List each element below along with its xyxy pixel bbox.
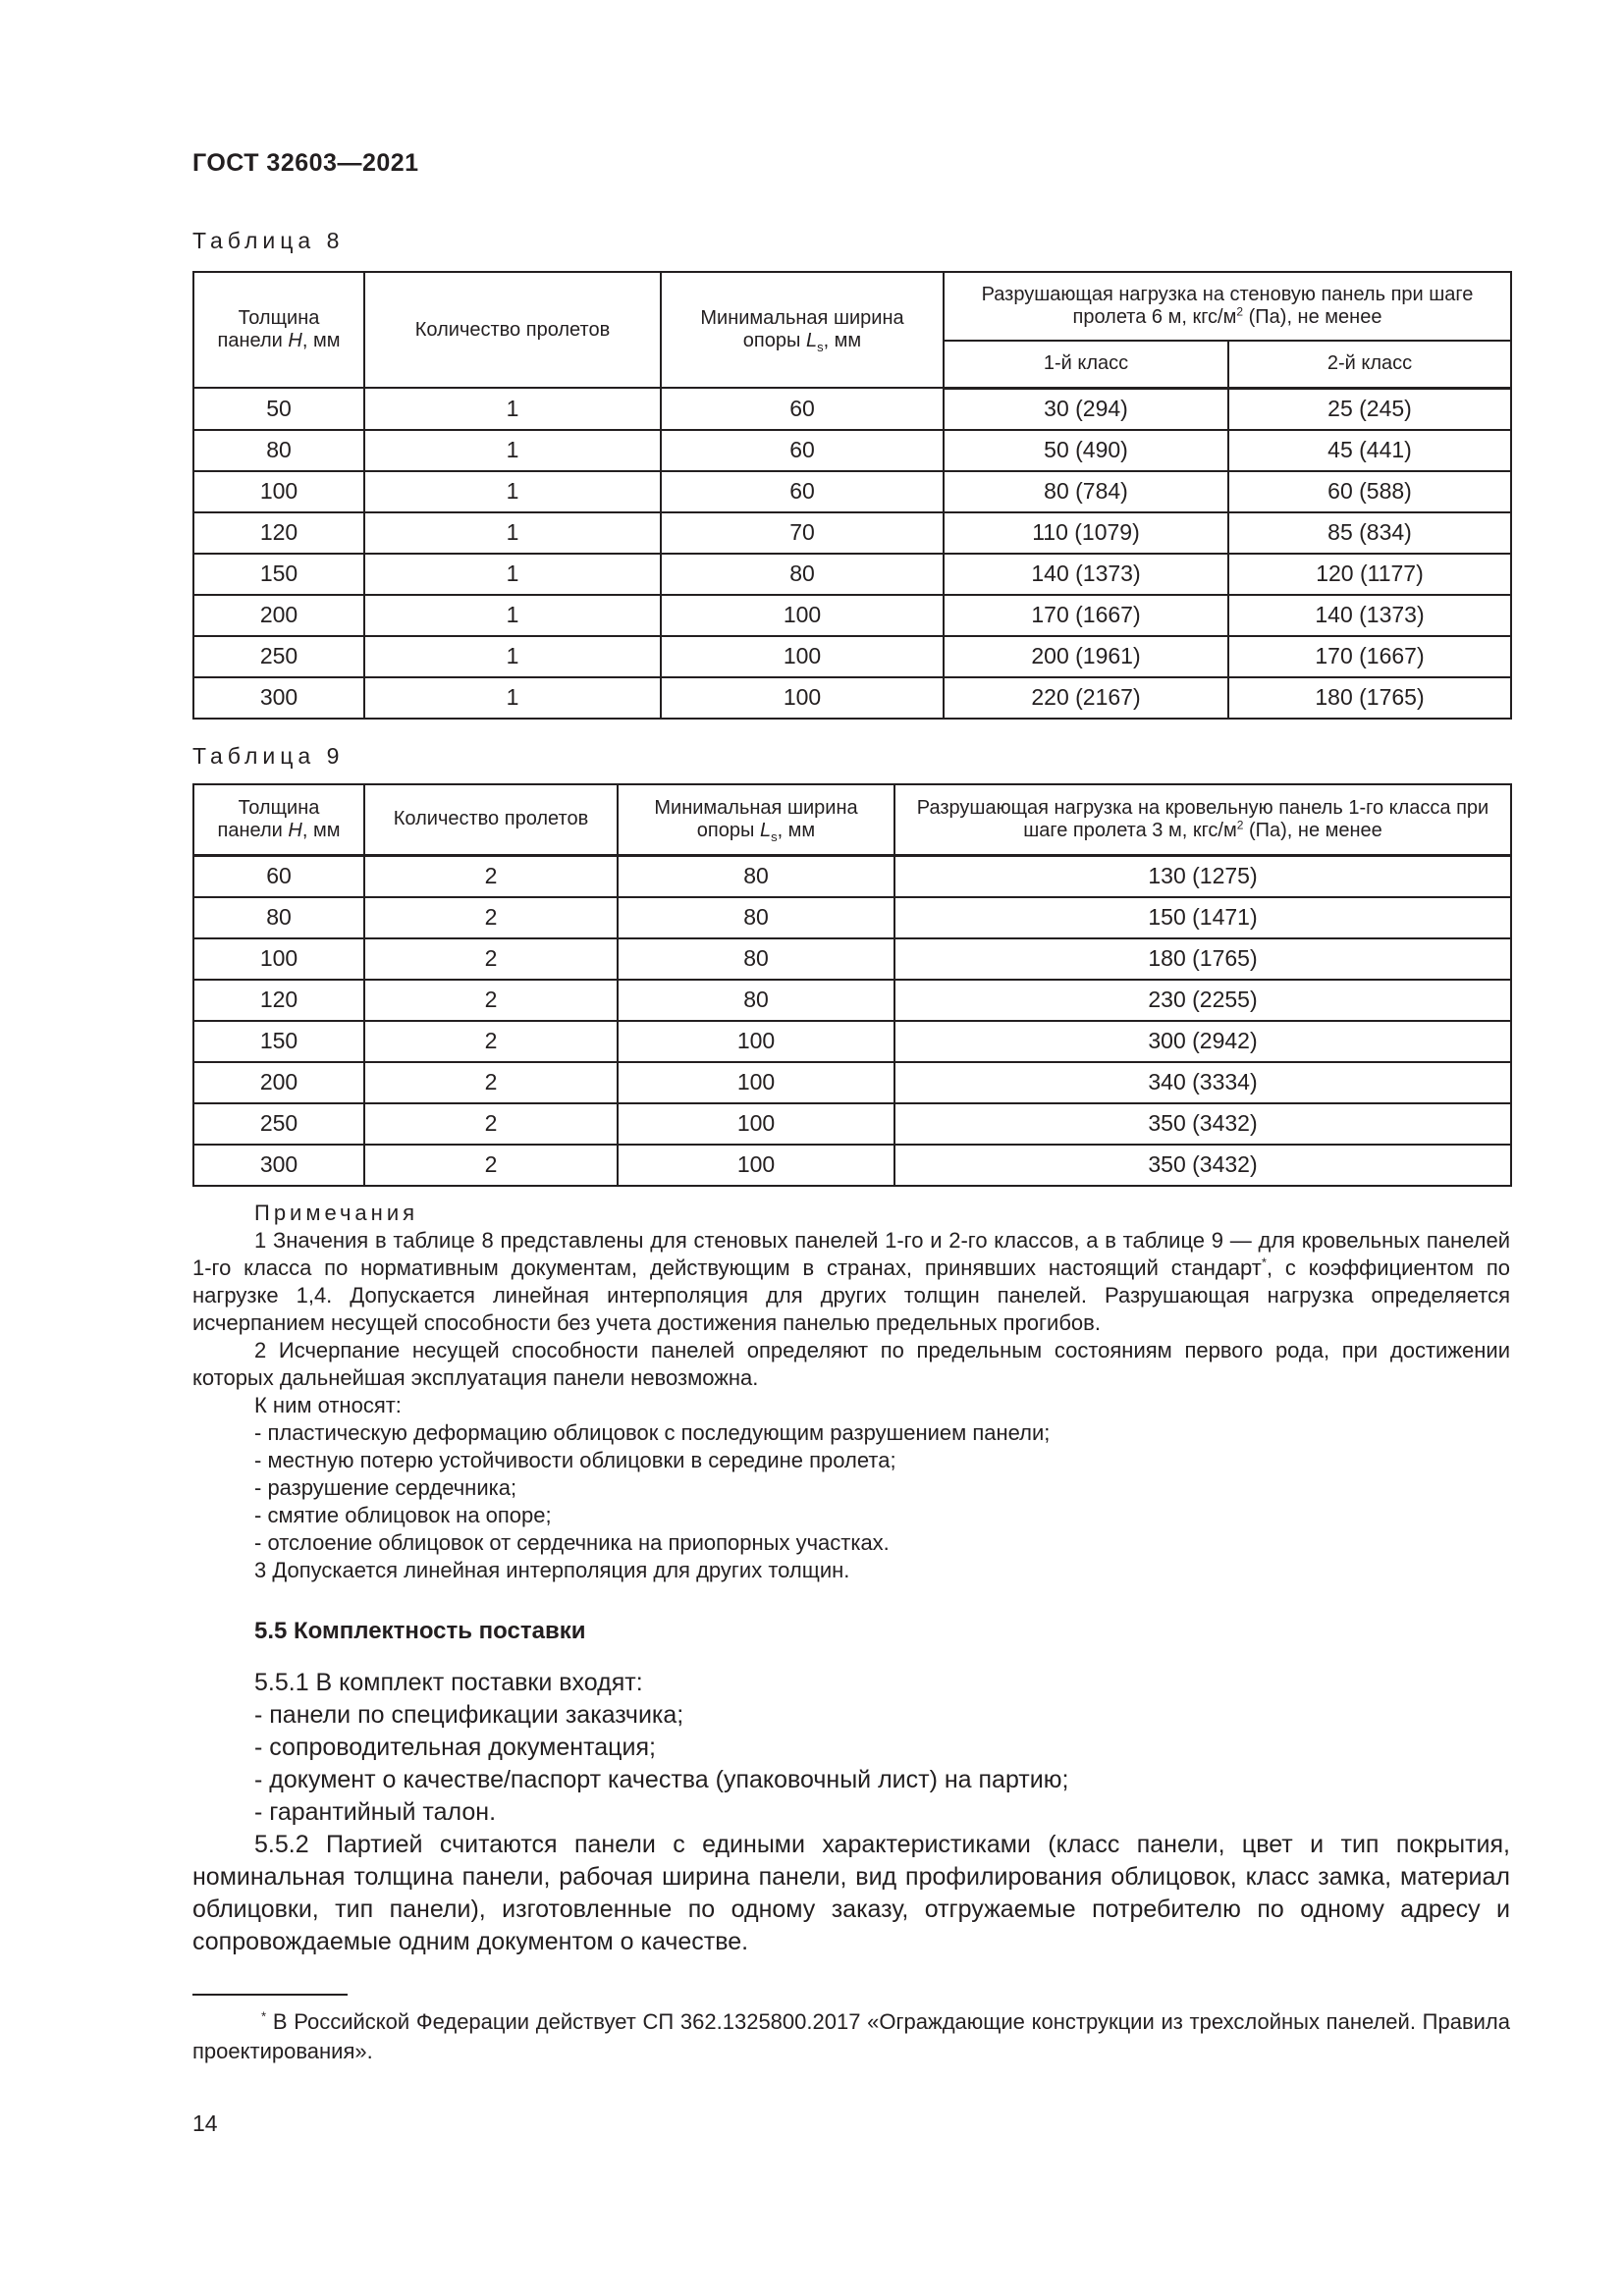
table-cell: 1 [364,636,661,677]
table-cell: 80 [661,554,944,595]
section-heading: 5.5 Комплектность поставки [254,1618,586,1644]
note-3: 3 Допускается линейная интерполяция для других толщин. [254,1558,850,1582]
table-cell: 2 [364,897,618,938]
table-9-caption: Таблица 9 [192,743,345,769]
table-row [193,1021,1511,1062]
table-cell: 250 [193,1103,364,1145]
table-row [193,980,1511,1021]
list-item: - разрушение сердечника; [254,1475,517,1500]
table-cell: 80 [193,897,364,938]
standard-header: ГОСТ 32603—2021 [192,149,419,177]
t8-header-spans: Количество пролетов [364,272,661,388]
table-cell: 100 [618,1145,894,1186]
table-cell: 100 [618,1021,894,1062]
table-row [193,430,1511,471]
table-cell: 120 [193,980,364,1021]
table-cell: 60 [661,471,944,512]
table-cell: 60 [193,855,364,897]
table-cell: 1 [364,430,661,471]
table-cell: 45 (441) [1228,430,1511,471]
table-row [193,636,1511,677]
table-cell: 250 [193,636,364,677]
note-2-intro: К ним относят: [254,1393,402,1417]
t8-header-thickness: Толщина панели H, мм [193,272,364,388]
table-cell: 100 [618,1062,894,1103]
table-row [193,512,1511,554]
list-item: - гарантийный талон. [254,1798,497,1826]
table-cell: 110 (1079) [944,512,1228,554]
table-cell: 1 [364,388,661,430]
table-cell: 1 [364,595,661,636]
table-cell: 85 (834) [1228,512,1511,554]
page-number: 14 [192,2110,218,2136]
t8-header-class2: 2-й класс [1228,341,1511,388]
t9-header-spans: Количество пролетов [364,784,618,855]
table-cell: 350 (3432) [894,1145,1511,1186]
table-8-caption: Таблица 8 [192,228,345,253]
table-cell: 120 (1177) [1228,554,1511,595]
table-cell: 100 [661,595,944,636]
table-cell: 2 [364,1021,618,1062]
table-cell: 50 [193,388,364,430]
notes-block [192,1200,1510,1584]
table-cell: 300 [193,677,364,719]
table-cell: 2 [364,855,618,897]
table-cell: 70 [661,512,944,554]
table-cell: 30 (294) [944,388,1228,430]
list-item: - сопроводительная документация; [254,1734,656,1761]
table-cell: 150 (1471) [894,897,1511,938]
table-cell: 300 (2942) [894,1021,1511,1062]
table-cell: 80 [618,938,894,980]
table-row [193,554,1511,595]
table-cell: 100 [193,938,364,980]
footnote-mark: * [261,2008,267,2024]
table-cell: 80 (784) [944,471,1228,512]
table-cell: 2 [364,1103,618,1145]
table-cell: 130 (1275) [894,855,1511,897]
table-cell: 2 [364,980,618,1021]
table-row [193,1103,1511,1145]
table-cell: 230 (2255) [894,980,1511,1021]
paragraph-5-5-2: 5.5.2 Партией считаются панели с едиными характеристиками (класс панели, цвет и тип покрытия, номинальная толщина панели, рабочая ширина панели, вид профилирования облицовок, класс замка, материал облицовки, тип панели), изготовленные по одному заказу, отгружаемые потребителю по одному адресу и сопровождаемые одним документом о качестве. [192,1831,1510,1955]
table-cell: 220 (2167) [944,677,1228,719]
table-cell: 200 [193,1062,364,1103]
table-row [193,595,1511,636]
note-2: 2 Исчерпание несущей способности панелей определяют по предельным состояниям первого рода, при достижении которых дальнейшая эксплуатация панели невозможна. [192,1338,1510,1390]
table-cell: 180 (1765) [1228,677,1511,719]
table-row [193,388,1511,430]
list-item: - пластическую деформацию облицовок с последующим разрушением панели; [254,1420,1051,1445]
table-cell: 1 [364,677,661,719]
list-item: - отслоение облицовок от сердечника на приопорных участках. [254,1530,890,1555]
list-item: - местную потерю устойчивости облицовки в середине пролета; [254,1448,896,1472]
table-cell: 60 [661,388,944,430]
table-cell: 350 (3432) [894,1103,1511,1145]
t9-header-thickness: Толщина панели H, мм [193,784,364,855]
table-cell: 80 [618,855,894,897]
t8-header-min-width: Минимальная ширина опоры $L_s$, мм [661,272,944,388]
note-1: 1 Значения в таблице 8 представлены для стеновых панелей 1-го и 2-го классов, а в таблице 9 — для кровельных панелей 1-го класса по нормативным документам, действующим в странах, принявших настоящий стандарт*, с коэффициентом по нагрузке 1,4. Допускается линейная интерполяция для других толщин панелей. Разрушающая нагрузка определяется исчерпанием несущей способности без учета достижения панелью предельных прогибов. [192,1228,1510,1335]
notes-title: Примечания [254,1201,419,1225]
table-cell: 140 (1373) [944,554,1228,595]
list-item: - панели по спецификации заказчика; [254,1701,684,1729]
table-cell: 2 [364,938,618,980]
table-cell: 100 [661,636,944,677]
table-cell: 300 [193,1145,364,1186]
table-cell: 100 [193,471,364,512]
table-cell: 80 [618,897,894,938]
table-cell: 170 (1667) [944,595,1228,636]
table-cell: 60 [661,430,944,471]
table-row [193,855,1511,897]
table-row [193,938,1511,980]
table-row [193,677,1511,719]
table-cell: 340 (3334) [894,1062,1511,1103]
table-cell: 1 [364,471,661,512]
t9-header-load: Разрушающая нагрузка на кровельную панель 1-го класса при шаге пролета 3 м, кгс/$м^2$ (Па), не менее [894,784,1511,855]
table-cell: 180 (1765) [894,938,1511,980]
footnote-divider [192,1994,348,1996]
table-cell: 170 (1667) [1228,636,1511,677]
table-row [193,897,1511,938]
table-cell: 120 [193,512,364,554]
table-row [193,1145,1511,1186]
table-8 [192,271,1512,720]
table-cell: 60 (588) [1228,471,1511,512]
table-cell: 200 [193,595,364,636]
table-cell: 80 [193,430,364,471]
table-row [193,471,1511,512]
table-cell: 100 [661,677,944,719]
table-cell: 200 (1961) [944,636,1228,677]
table-9 [192,783,1512,1187]
table-cell: 140 (1373) [1228,595,1511,636]
t8-header-class1: 1-й класс [944,341,1228,388]
table-cell: 100 [618,1103,894,1145]
table-cell: 150 [193,1021,364,1062]
table-cell: 80 [618,980,894,1021]
footnote-text: В Российской Федерации действует СП 362.1325800.2017 «Ограждающие конструкции из трехслойных панелей. Правила проектирования». [192,2009,1510,2063]
t8-header-load: Разрушающая нагрузка на стеновую панель при шаге пролета 6 м, кгс/$м^2$ (Па), не менее [944,272,1511,341]
footnote [192,2007,1510,2066]
list-item: - смятие облицовок на опоре; [254,1503,552,1527]
paragraph-5-5-1: 5.5.1 В комплект поставки входят: [254,1669,643,1696]
table-row [193,1062,1511,1103]
table-cell: 2 [364,1062,618,1103]
table-cell: 1 [364,554,661,595]
section-5-5 [192,1615,1510,1958]
list-item: - документ о качестве/паспорт качества (упаковочный лист) на партию; [254,1766,1069,1793]
table-cell: 2 [364,1145,618,1186]
table-cell: 150 [193,554,364,595]
table-cell: 50 (490) [944,430,1228,471]
table-cell: 25 (245) [1228,388,1511,430]
table-cell: 1 [364,512,661,554]
t9-header-min-width: Минимальная ширина опоры $L_s$, мм [618,784,894,855]
